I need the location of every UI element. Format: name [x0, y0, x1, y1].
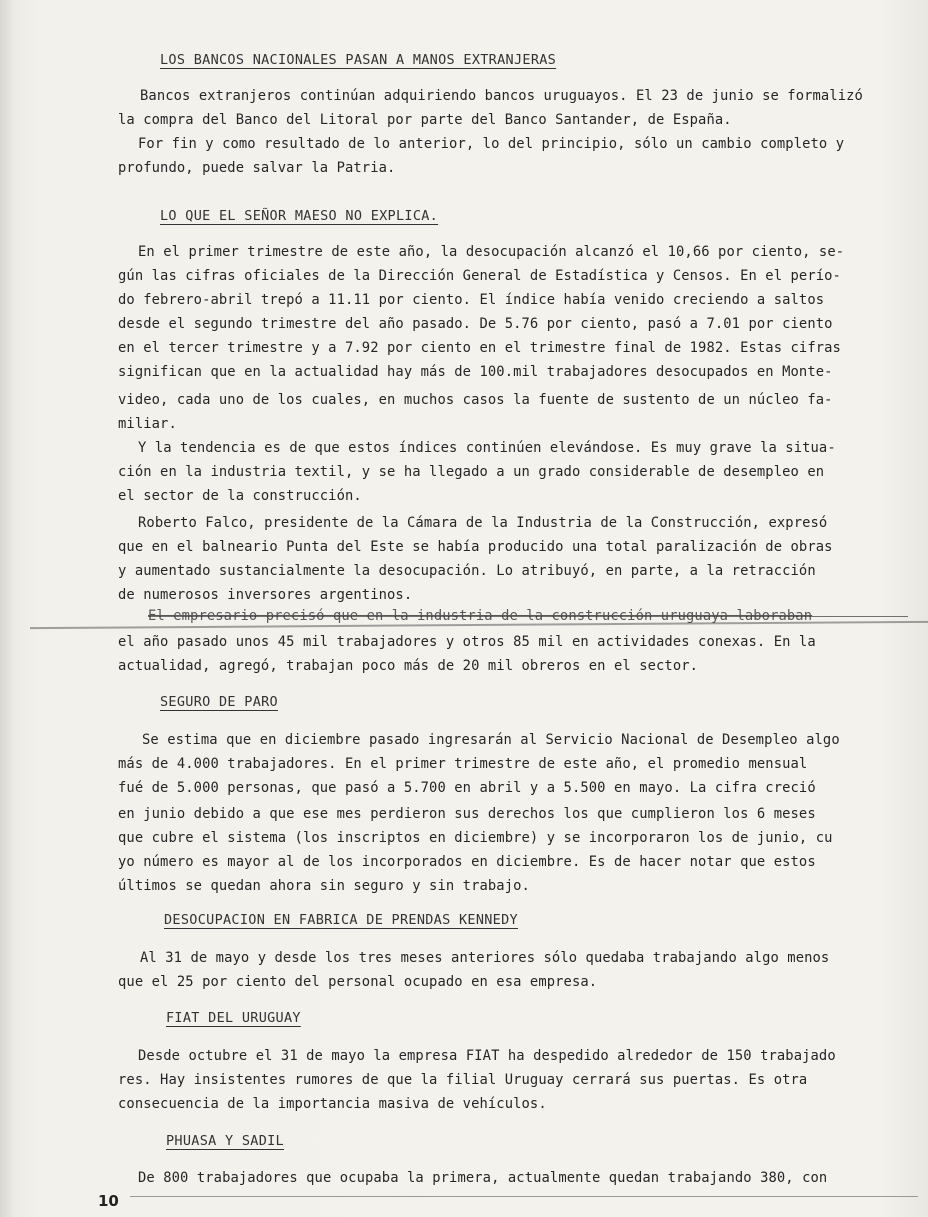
heading-kennedy: DESOCUPACION EN FABRICA DE PRENDAS KENNEDY [164, 912, 518, 928]
text-line: yo número es mayor al de los incorporados en diciembre. Es de hacer notar que estos [118, 854, 816, 870]
text-line: profundo, puede salvar la Patria. [118, 160, 396, 176]
text-line: En el primer trimestre de este año, la desocupación alcanzó el 10,66 por ciento, se- [138, 244, 845, 260]
text-line: actualidad, agregó, trabajan poco más de 20 mil obreros en el sector. [118, 658, 699, 674]
text-line: gún las cifras oficiales de la Dirección General de Estadística y Censos. En el perío- [118, 268, 841, 284]
heading-bancos: LOS BANCOS NACIONALES PASAN A MANOS EXTRANJERAS [160, 52, 557, 68]
text-line: De 800 trabajadores que ocupaba la primera, actualmente quedan trabajando 380, con [138, 1170, 828, 1186]
text-line: el sector de la construcción. [118, 488, 362, 504]
text-line: el año pasado unos 45 mil trabajadores y otros 85 mil en actividades conexas. En la [118, 634, 816, 650]
text-line: de numerosos inversores argentinos. [118, 587, 413, 603]
struck-text-line: El empresario precisó que en la industria de la construcción uruguaya laboraban [148, 608, 813, 624]
text-line: en junio debido a que ese mes perdieron sus derechos los que cumplieron los 6 meses [118, 806, 816, 822]
text-line: video, cada uno de los cuales, en muchos casos la fuente de sustento de un núcleo fa- [118, 392, 833, 408]
text-line: desde el segundo trimestre del año pasado. De 5.76 por ciento, pasó a 7.01 por ciento [118, 316, 833, 332]
page-number: 10 [98, 1192, 119, 1210]
text-line: últimos se quedan ahora sin seguro y sin trabajo. [118, 878, 530, 894]
text-line: Al 31 de mayo y desde los tres meses anteriores sólo quedaba trabajando algo menos [140, 950, 830, 966]
text-line: significan que en la actualidad hay más de 100.mil trabajadores desocupados en Monte- [118, 364, 833, 380]
text-line: consecuencia de la importancia masiva de vehículos. [118, 1096, 547, 1112]
heading-fiat: FIAT DEL URUGUAY [166, 1010, 301, 1026]
text-line: que cubre el sistema (los inscriptos en diciembre) y se incorporaron los de junio, cu [118, 830, 833, 846]
text-line: en el tercer trimestre y a 7.92 por ciento en el trimestre final de 1982. Estas cifras [118, 340, 841, 356]
heading-seguro-de-paro: SEGURO DE PARO [160, 694, 278, 710]
text-line: Desde octubre el 31 de mayo la empresa FIAT ha despedido alrededor de 150 trabajado [138, 1048, 836, 1064]
text-line: que el 25 por ciento del personal ocupado en esa empresa. [118, 974, 598, 990]
text-line: que en el balneario Punta del Este se había producido una total paralización de obras [118, 539, 833, 555]
bottom-rule [130, 1196, 918, 1197]
text-line: res. Hay insistentes rumores de que la filial Uruguay cerrará sus puertas. Es otra [118, 1072, 808, 1088]
text-line: do febrero-abril trepó a 11.11 por ciento. El índice había venido creciendo a saltos [118, 292, 825, 308]
text-line: Bancos extranjeros continúan adquiriendo bancos uruguayos. El 23 de junio se formalizó [140, 88, 863, 104]
text-line: la compra del Banco del Litoral por parte del Banco Santander, de España. [118, 112, 732, 128]
heading-phuasa-sadil: PHUASA Y SADIL [166, 1133, 284, 1149]
text-line: Roberto Falco, presidente de la Cámara de la Industria de la Construcción, expresó [138, 515, 828, 531]
text-line: fué de 5.000 personas, que pasó a 5.700 en abril y a 5.500 en mayo. La cifra creció [118, 780, 816, 796]
text-line: For fin y como resultado de lo anterior, lo del principio, sólo un cambio completo y [138, 136, 845, 152]
text-line: Y la tendencia es de que estos índices continúen elevándose. Es muy grave la situa- [138, 440, 836, 456]
text-line: y aumentado sustancialmente la desocupación. Lo atribuyó, en parte, a la retracción [118, 563, 816, 579]
text-line: ción en la industria textil, y se ha llegado a un grado considerable de desempleo en [118, 464, 825, 480]
heading-maeso: LO QUE EL SEÑOR MAESO NO EXPLICA. [160, 208, 439, 224]
text-line: miliar. [118, 416, 177, 432]
text-line: Se estima que en diciembre pasado ingresarán al Servicio Nacional de Desempleo algo [142, 732, 840, 748]
text-line: más de 4.000 trabajadores. En el primer trimestre de este año, el promedio mensual [118, 756, 808, 772]
